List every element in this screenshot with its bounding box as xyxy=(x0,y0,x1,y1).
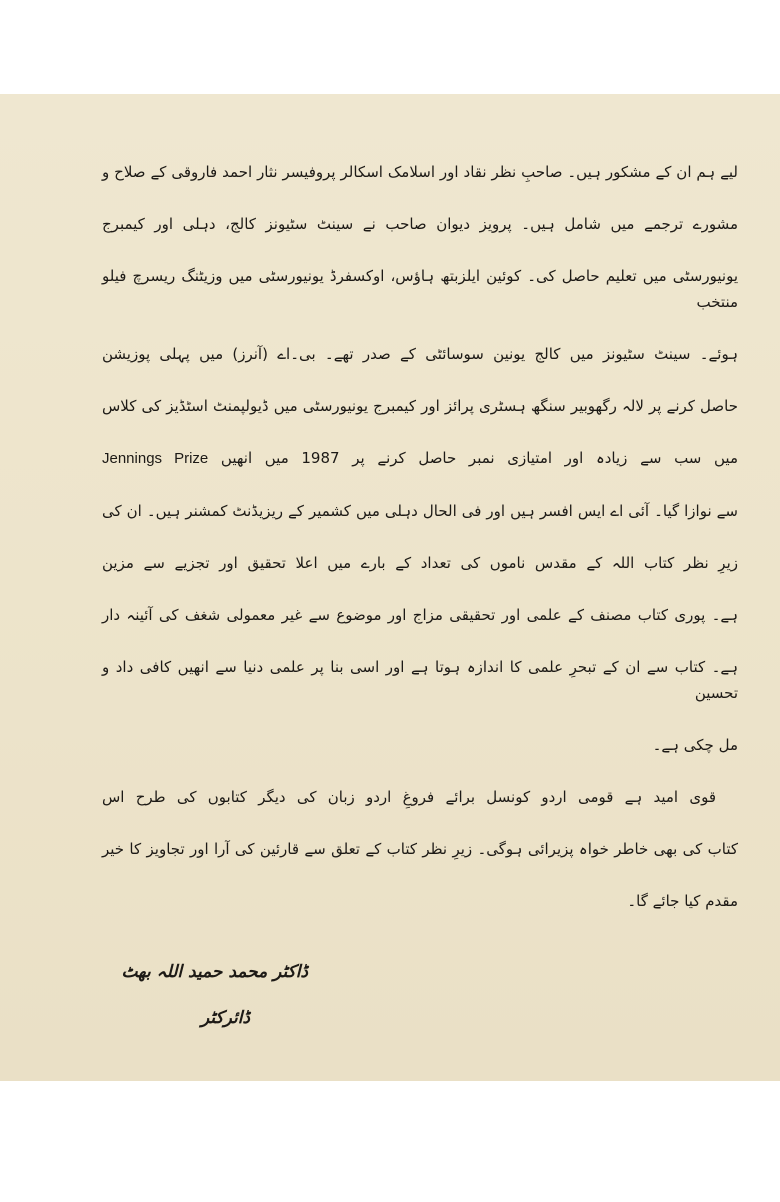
signature-name: ڈاکٹر محمد حمید اللہ بھٹ xyxy=(121,962,308,982)
text-line-with-prize xyxy=(102,432,738,485)
text-line: ہے۔ پوری کتاب مصنف کے علمی اور تحقیقی مزاج اور موضوع سے غیر معمولی شغف کی آئینہ دار xyxy=(102,606,738,624)
text-line: کتاب کی بھی خاطر خواہ پزیرائی ہوگی۔ زیرِ نظر کتاب کے تعلق سے قارئین کی آرا اور تجاویز کا خیر xyxy=(102,840,738,858)
text-line: ہے۔ کتاب سے ان کے تبحرِ علمی کا اندازہ ہوتا ہے اور اسی بنا پر علمی دنیا سے انھیں کافی داد و تحسین xyxy=(102,658,738,702)
signature-block xyxy=(102,949,738,1041)
text-line: یونیورسٹی میں تعلیم حاصل کی۔ کوئین ایلزبتھ ہاؤس، اوکسفرڈ یونیورسٹی میں وزیٹنگ ریسرچ فیلو منتخب xyxy=(102,267,738,311)
text-line: مقدم کیا جائے گا۔ xyxy=(627,892,738,910)
signature-title: ڈائرکٹر xyxy=(200,1008,250,1028)
text-line: سے نوازا گیا۔ آئی اے ایس افسر ہیں اور فی الحال دہلی میں کشمیر کے ریزیڈنٹ کمشنر ہیں۔ ان کی xyxy=(102,502,738,520)
text-line: لیے ہم ان کے مشکور ہیں۔ صاحبِ نظر نقاد اور اسلامک اسکالر پروفیسر نثار احمد فاروقی کے صلاح و xyxy=(102,163,738,181)
text-line-urdu: میں سب سے زیادہ اور امتیازی نمبر حاصل کرنے پر 1987 میں انھیں xyxy=(220,449,738,467)
text-line: مشورے ترجمے میں شامل ہیں۔ پرویز دیوان صاحب نے سینٹ سٹیونز کالج، دہلی اور کیمبرج xyxy=(102,215,738,233)
text-line: مل چکی ہے۔ xyxy=(652,736,738,754)
text-line: حاصل کرنے پر لالہ رگھوبیر سنگھ ہسٹری پرائز اور کیمبرج یونیورسٹی میں ڈیولپمنٹ اسٹڈیز کی کلاس xyxy=(102,397,738,415)
text-line: زیرِ نظر کتاب اللہ کے مقدس ناموں کی تعداد کے بارے میں اعلا تحقیق اور تجزیے سے مزین xyxy=(102,554,738,572)
text-line: قوی امید ہے قومی اردو کونسل برائے فروغِ اردو زبان کی دیگر کتابوں کی طرح اس xyxy=(102,788,716,806)
jennings-prize-text: Jennings Prize xyxy=(102,450,209,467)
text-line: ہوئے۔ سینٹ سٹیونز میں کالج یونین سوسائٹی کے صدر تھے۔ بی۔اے (آنرز) میں پہلی پوزیشن xyxy=(102,345,738,363)
scanned-page xyxy=(0,94,780,1081)
